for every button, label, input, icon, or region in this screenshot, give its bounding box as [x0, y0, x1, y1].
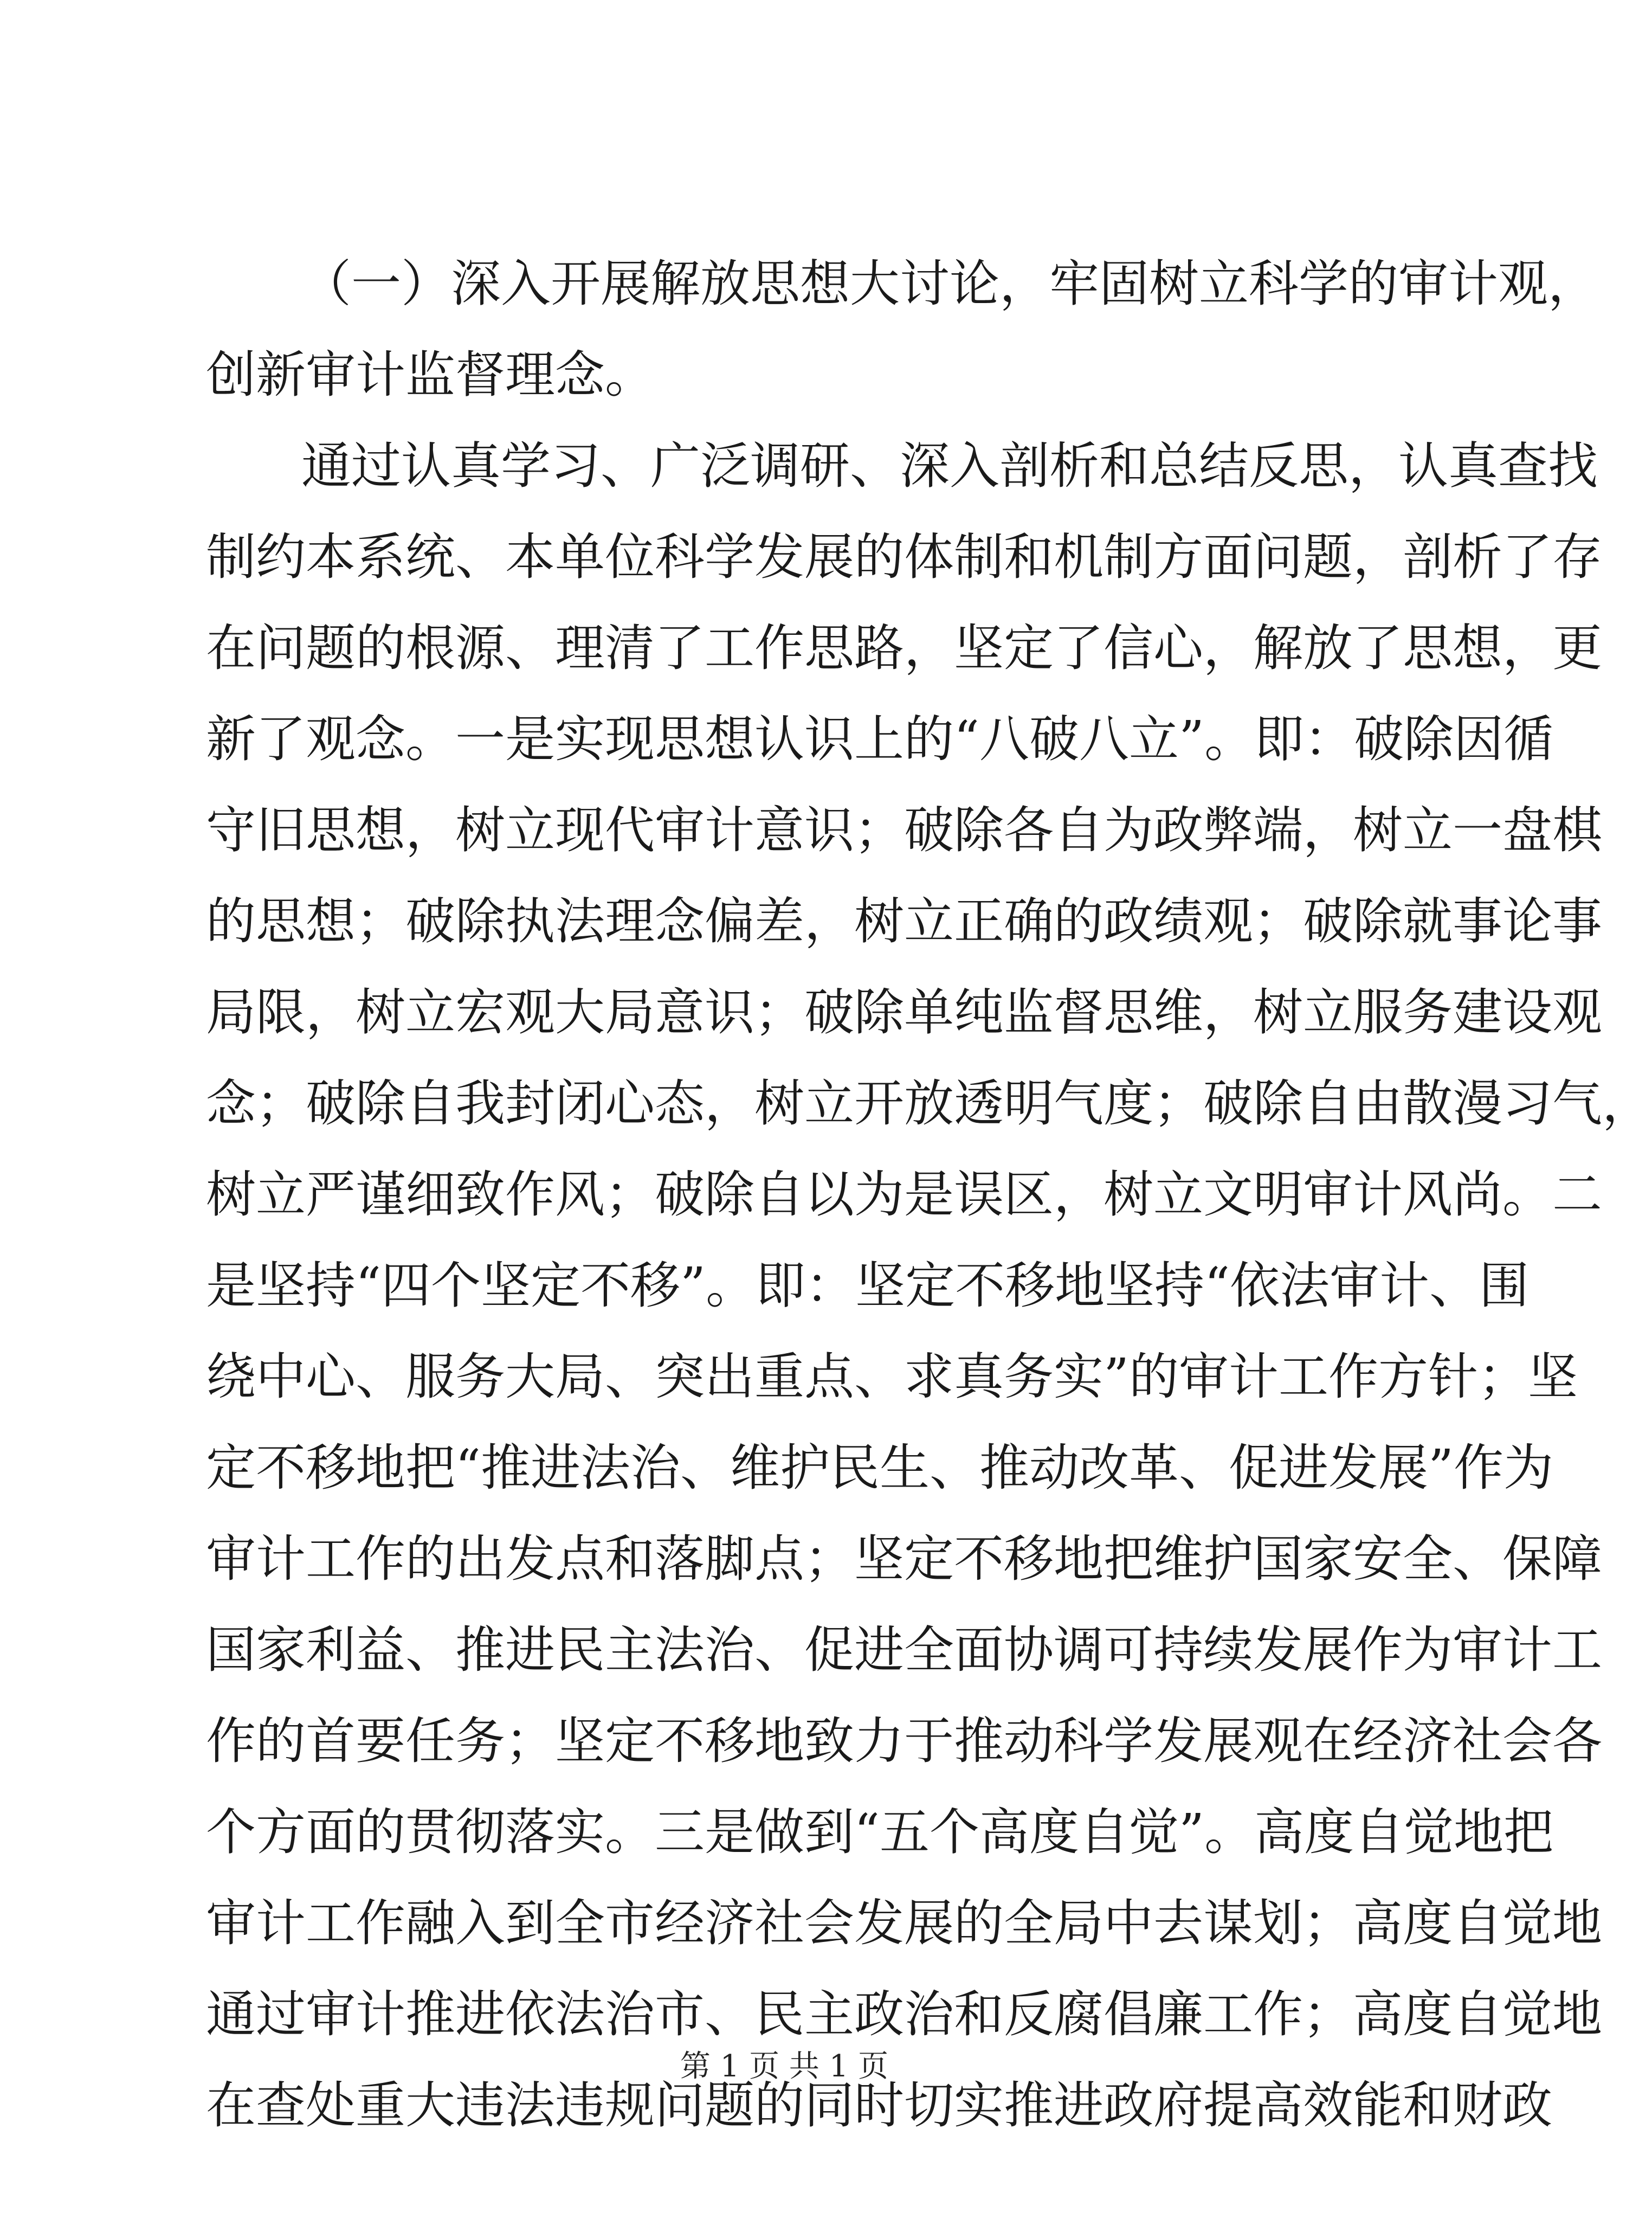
paragraph-line: 守旧思想，树立现代审计意识；破除各自为政弊端，树立一盘棋 — [206, 801, 1603, 859]
paragraph-line: 定不移地把“推进法治、维护民生、推动改革、促进发展”作为 — [206, 1439, 1554, 1497]
paragraph-line: 念；破除自我封闭心态，树立开放透明气度；破除自由散漫习气， — [206, 1075, 1652, 1133]
page-number-footer: 第 1 页 共 1 页 — [680, 2049, 889, 2084]
paragraph-line: 绕中心、服务大局、突出重点、求真务实”的审计工作方针；坚 — [206, 1348, 1578, 1406]
paragraph-line: 作的首要任务；坚定不移地致力于推动科学发展观在经济社会各 — [206, 1712, 1603, 1770]
paragraph-line: 个方面的贯彻落实。三是做到“五个高度自觉”。高度自觉地把 — [206, 1803, 1554, 1861]
paragraph-line: 通过认真学习、广泛调研、深入剖析和总结反思，认真查找 — [301, 437, 1598, 495]
paragraph-line: 制约本系统、本单位科学发展的体制和机制方面问题，剖析了存 — [206, 528, 1603, 586]
paragraph-line: 审计工作的出发点和落脚点；坚定不移地把维护国家安全、保障 — [206, 1530, 1603, 1588]
paragraph-line: 的思想；破除执法理念偏差，树立正确的政绩观；破除就事论事 — [206, 892, 1603, 950]
paragraph-line: 局限，树立宏观大局意识；破除单纯监督思维，树立服务建设观 — [206, 983, 1603, 1041]
paragraph-line: 通过审计推进依法治市、民主政治和反腐倡廉工作；高度自觉地 — [206, 1985, 1603, 2043]
section-heading-line-2: 创新审计监督理念。 — [206, 346, 655, 404]
paragraph-line: 在问题的根源、理清了工作思路，坚定了信心，解放了思想，更 — [206, 619, 1603, 677]
document-body — [206, 239, 1652, 2151]
paragraph-line: 是坚持“四个坚定不移”。即：坚定不移地坚持“依法审计、围 — [206, 1257, 1530, 1315]
section-heading-line-1: （一）深入开展解放思想大讨论，牢固树立科学的审计观， — [301, 255, 1598, 313]
paragraph-line: 在查处重大违法违规问题的同时切实推进政府提高效能和财政 — [206, 2076, 1553, 2134]
paragraph-line: 新了观念。一是实现思想认识上的“八破八立”。即：破除因循 — [206, 710, 1554, 768]
paragraph-line: 国家利益、推进民主法治、促进全面协调可持续发展作为审计工 — [206, 1621, 1603, 1679]
paragraph-line: 树立严谨细致作风；破除自以为是误区，树立文明审计风尚。二 — [206, 1166, 1603, 1224]
paragraph-line: 审计工作融入到全市经济社会发展的全局中去谋划；高度自觉地 — [206, 1894, 1603, 1952]
